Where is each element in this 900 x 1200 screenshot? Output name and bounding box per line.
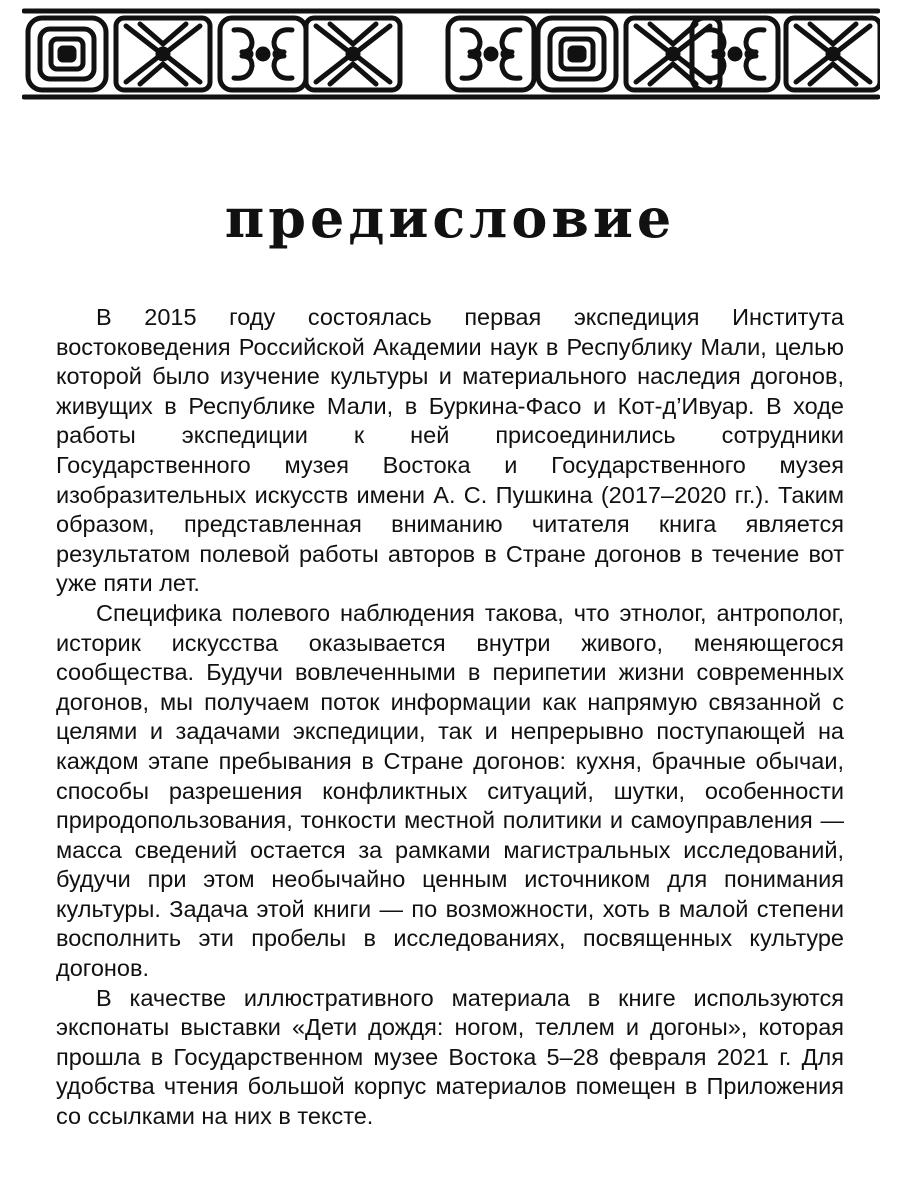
tribal-ornament-border-icon — [22, 8, 880, 100]
body-text — [56, 303, 844, 1132]
page-title: предисловие — [224, 186, 676, 250]
paragraph-3: В качестве иллюстративного материала в книге используются экспонаты выставки «Дети дождя: ногом, теллем и догоны», которая прошла в Государственном музее Востока 5–28 февраля 2021 г. Для удобства чтения большой корпус материалов помещен в Приложения со ссылками на них в тексте. — [56, 984, 844, 1130]
ornament-border — [22, 8, 880, 100]
paragraph-2: Специфика полевого наблюдения такова, что этнолог, антрополог, историк искусства оказывается внутри живого, меняющегося сообщества. Будучи вовлеченными в перипетии жизни современных догонов, мы получаем поток информации как напрямую связанной с целями и задачами экспедиции, так и непрерывно поступающей на каждом этапе пребывания в Стране догонов: кухня, брачные обычаи, способы разрешения конфликтных ситуаций, шутки, особенности природопользования, тонкости местной политики и самоуправления — масса сведений остается за рамками магистральных исследований, будучи при этом необычайно ценным источником для понимания культуры. Задача этой книги — по возможности, хоть в малой степени восполнить эти пробелы в исследованиях, посвященных культуре догонов. — [56, 599, 844, 982]
paragraph-1: В 2015 году состоялась первая экспедиция Института востоковедения Российской Академии наук в Республику Мали, целью которой было изучение культуры и материального наследия догонов, живущих в Республике Мали, в Буркина-Фасо и Кот-д’Ивуар. В ходе работы экспедиции к ней присоединились сотрудники Государственного музея Востока и Государственного музея изобразительных искусств имени А. С. Пушкина (2017–2020 гг.). Таким образом, представленная вниманию читателя книга является результатом полевой работы авторов в Стране догонов в течение вот уже пяти лет. — [56, 304, 844, 597]
